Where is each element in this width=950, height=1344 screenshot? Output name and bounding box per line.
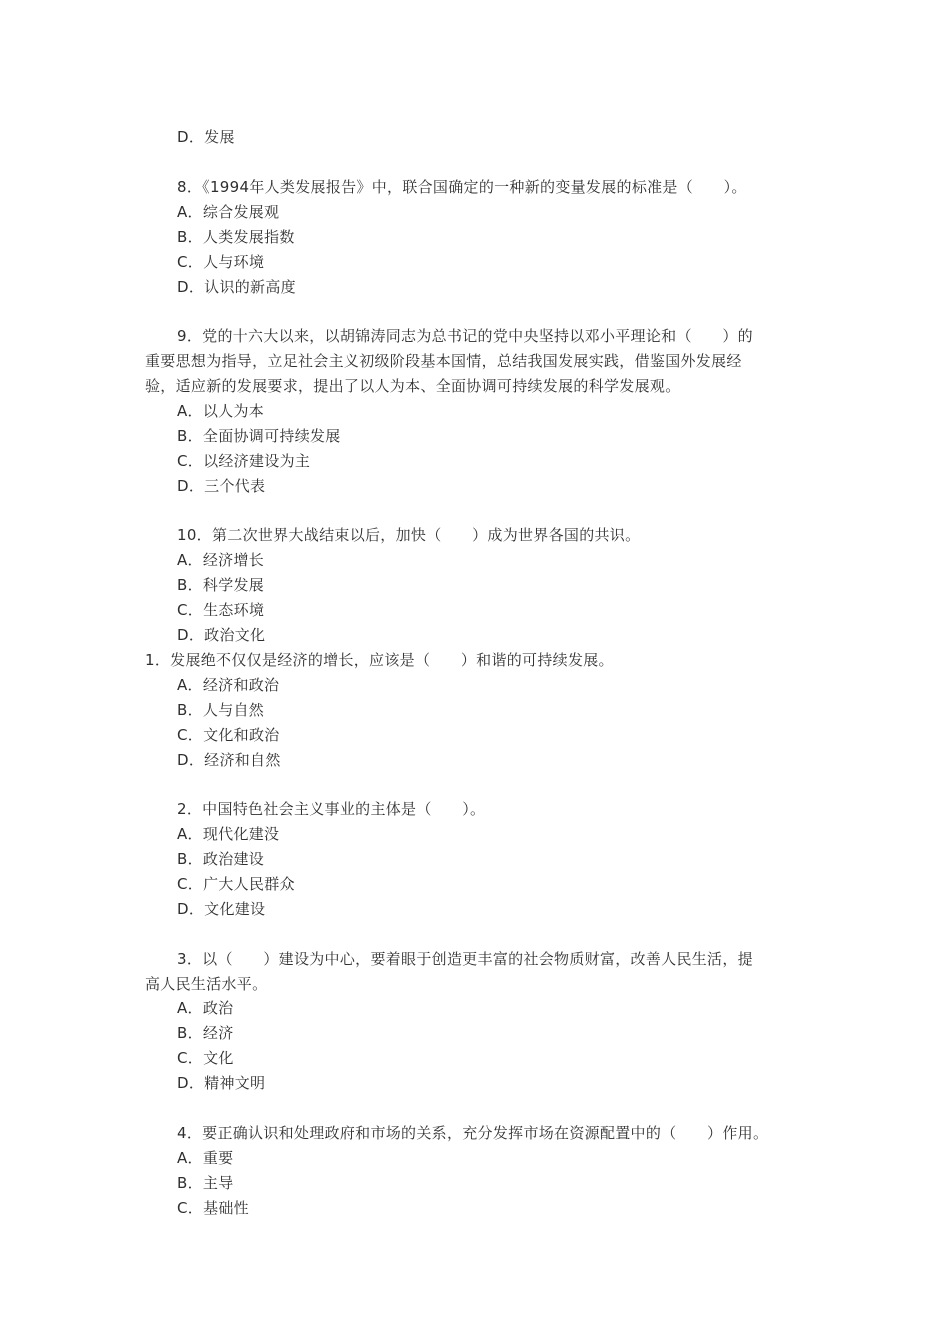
option-line: C．生态环境 bbox=[177, 601, 265, 619]
option-line: D．政治文化 bbox=[177, 626, 266, 644]
option-line: A．经济增长 bbox=[177, 551, 265, 569]
option-line: B．经济 bbox=[177, 1024, 234, 1042]
option-line: A．现代化建没 bbox=[177, 825, 280, 843]
question-stem: 8．《1994年人类发展报告》中，联合国确定的一种新的变量发展的标准是（ ）。 bbox=[177, 178, 747, 196]
option-line: A．以人为本 bbox=[177, 402, 265, 420]
option-line: D．认识的新高度 bbox=[177, 278, 296, 296]
option-line: C．基础性 bbox=[177, 1199, 249, 1217]
option-line: C．文化和政治 bbox=[177, 726, 280, 744]
option-line: D．发展 bbox=[177, 128, 235, 146]
option-line: A．经济和政治 bbox=[177, 676, 280, 694]
question-stem: 2．中国特色社会主义事业的主体是（ ）。 bbox=[177, 800, 486, 818]
question-stem-continued: 重要思想为指导，立足社会主义初级阶段基本国情，总结我国发展实践，借鉴国外发展经 bbox=[145, 352, 742, 370]
option-line: C．广大人民群众 bbox=[177, 875, 295, 893]
option-line: D．文化建设 bbox=[177, 900, 266, 918]
question-stem-continued: 验，适应新的发展要求，提出了以人为本、全面协调可持续发展的科学发展观。 bbox=[145, 377, 681, 395]
option-line: D．经济和自然 bbox=[177, 751, 281, 769]
option-line: B．人与自然 bbox=[177, 701, 265, 719]
option-line: B．主导 bbox=[177, 1174, 234, 1192]
option-line: C．文化 bbox=[177, 1049, 234, 1067]
question-stem: 3．以（ ）建设为中心，要着眼于创造更丰富的社会物质财富，改善人民生活，提 bbox=[177, 950, 753, 968]
option-line: D．精神文明 bbox=[177, 1074, 266, 1092]
question-stem: 1．发展绝不仅仅是经济的增长，应该是（ ）和谐的可持续发展。 bbox=[145, 651, 614, 669]
option-line: C．以经济建设为主 bbox=[177, 452, 311, 470]
option-line: B．全面协调可持续发展 bbox=[177, 427, 341, 445]
option-line: D．三个代表 bbox=[177, 477, 266, 495]
option-line: A．政治 bbox=[177, 999, 234, 1017]
question-stem: 9．党的十六大以来，以胡锦涛同志为总书记的党中央坚持以邓小平理论和（ ）的 bbox=[177, 327, 753, 345]
option-line: B．人类发展指数 bbox=[177, 228, 295, 246]
question-stem: 4．要正确认识和处理政府和市场的关系，充分发挥市场在资源配置中的（ ）作用。 bbox=[177, 1124, 769, 1142]
question-stem: 10．第二次世界大战结束以后，加快（ ）成为世界各国的共识。 bbox=[177, 526, 641, 544]
option-line: A．重要 bbox=[177, 1149, 234, 1167]
option-line: B．科学发展 bbox=[177, 576, 265, 594]
option-line: A．综合发展观 bbox=[177, 203, 280, 221]
option-line: B．政治建设 bbox=[177, 850, 265, 868]
option-line: C．人与环境 bbox=[177, 253, 265, 271]
question-stem-continued: 高人民生活水平。 bbox=[145, 975, 268, 993]
